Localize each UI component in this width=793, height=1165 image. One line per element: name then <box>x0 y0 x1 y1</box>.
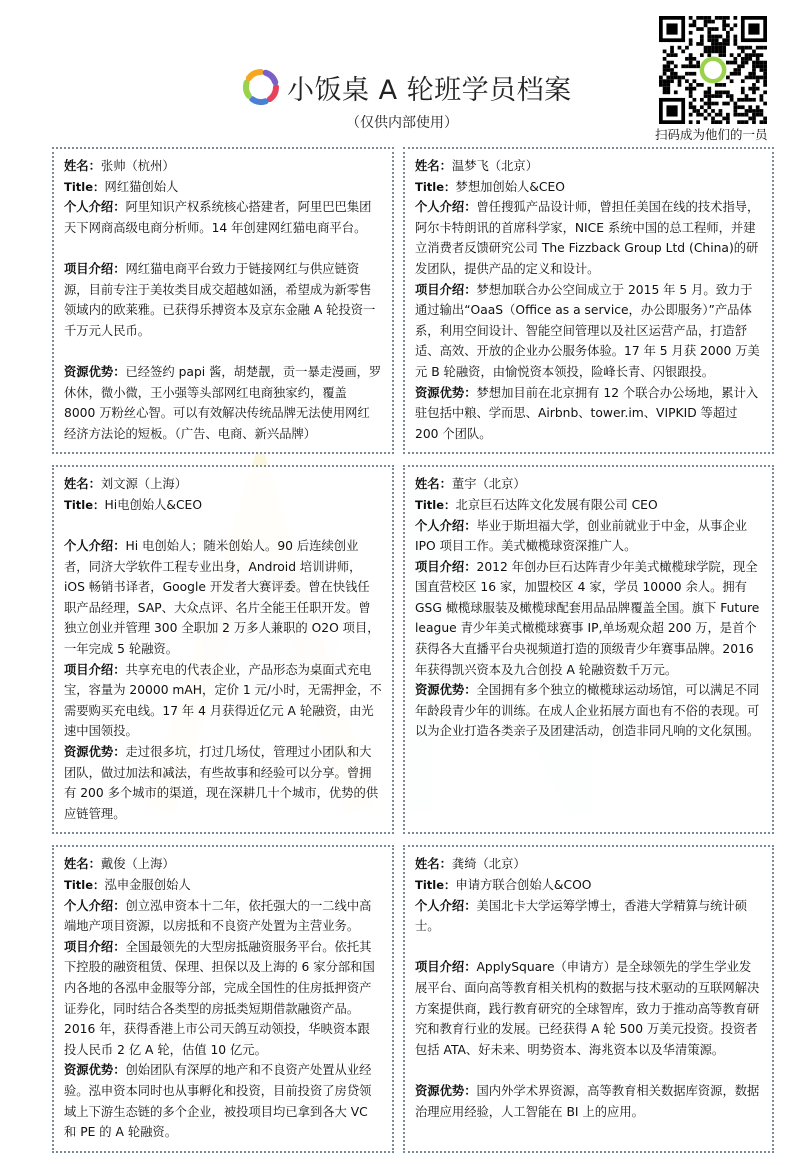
profile-resources <box>415 680 762 742</box>
resources-value: 创始团队有深厚的地产和不良资产处置从业经验。泓申资本同时也从事孵化和投资，目前投资了房贷领域上下游生态链的多个企业，被投项目均已拿到各大 VC 和 PE 的 A 轮融资。 <box>64 1063 372 1140</box>
logo-arc <box>249 72 261 78</box>
profile-title <box>64 875 382 896</box>
profile-grid <box>52 147 774 1165</box>
logo-arc <box>266 73 276 83</box>
bio-label: 个人介绍： <box>64 200 126 215</box>
profile-resources <box>415 383 762 445</box>
title-label: Title： <box>64 497 105 512</box>
profile-bio <box>415 197 762 279</box>
profile-name <box>64 854 382 875</box>
profile-title <box>64 177 382 198</box>
qr-center-logo <box>702 59 724 81</box>
profile-card <box>52 147 394 454</box>
profile-bio <box>64 197 382 238</box>
profile-title <box>64 495 382 516</box>
resources-value: 走过很多坑，打过几场仗，管理过小团队和大团队，做过加法和减法，有些故事和经验可以分享。曾拥有 200 多个城市的渠道，现在深耕几十个城市，优势的供应链管理。 <box>64 745 379 821</box>
logo-arc <box>270 87 276 99</box>
page-title: 小饭桌 A 轮班学员档案 <box>287 75 572 106</box>
resources-label: 资源优势： <box>415 385 477 400</box>
name-value: 戴俊（上海） <box>100 857 175 872</box>
name-label: 姓名： <box>415 159 452 173</box>
logo-arc <box>252 99 265 102</box>
resources-label: 资源优势： <box>415 683 477 698</box>
project-label: 项目介绍： <box>415 559 477 574</box>
name-label: 姓名： <box>415 477 452 492</box>
profile-project <box>415 557 762 681</box>
name-value: 董宇（北京） <box>451 477 526 492</box>
resources-value: 全国拥有多个独立的橄榄球运动场馆，可以满足不同年龄段青少年的训练。在成人企业拓展方面也有不俗的表现。可以为企业打造各类亲子及团建活动，创造非同凡响的文化氛围。 <box>415 683 760 739</box>
profile-title <box>415 177 762 198</box>
title-label: Title： <box>64 179 105 194</box>
bio-label: 个人介绍： <box>64 898 126 913</box>
project-value: 网红猫电商平台致力于链接网红与供应链资源，目前专注于美妆类目成交超越如涵，希望成为新零售领域内的欧莱雅。已获得乐搏资本及京东金融 A 轮投资一千万元人民币。 <box>64 261 376 338</box>
name-label: 姓名： <box>415 857 452 872</box>
title-label: Title： <box>415 179 456 194</box>
resources-label: 资源优势： <box>64 1063 126 1078</box>
profile-bio <box>64 896 382 937</box>
profile-project <box>415 957 762 1060</box>
resources-value: 已经签约 papi 酱，胡楚靓，贡一暴走漫画，罗休休，微小微，王小强等头部网红电商独家约，覆盖 8000 万粉丝心智。可以有效解决传统品牌无法使用网红经济方法论的短板。（广告、电商、新兴品牌） <box>64 364 382 441</box>
qr-caption: 扫码成为他们的一员 <box>655 127 768 142</box>
qr-finder <box>666 23 677 34</box>
bio-value: 美国北卡大学运筹学博士，香港大学精算与统计硕士。 <box>415 898 748 934</box>
bio-value: 创立泓申资本十二年，依托强大的一二线中高端地产项目资源，以房抵和不良资产处置为主营业务。 <box>64 898 372 934</box>
resources-label: 资源优势： <box>415 1083 477 1098</box>
resources-label: 资源优势： <box>64 364 126 379</box>
profile-project <box>64 937 382 1061</box>
name-label: 姓名： <box>64 159 101 173</box>
profile-bio <box>64 536 382 660</box>
bio-value: 阿里知识产权系统核心搭建者，阿里巴巴集团天下网商高级电商分析师。14 年创建网红猫电商平台。 <box>64 200 372 235</box>
project-value: 全国最领先的大型房抵融资服务平台。依托其下控股的融资租赁、保理、担保以及上海的 6 家分部和国内各地的各泓申金服等分部，完成全国性的住房抵押资产证券化，同时结合各类型的房抵类短期借款融资产品。2016 年，获得香港上市公司天鸽互动领投，华映资本跟投人民币 2 亿 A 轮，估值 10 亿元。 <box>64 939 375 1057</box>
project-label: 项目介绍： <box>64 939 126 954</box>
profile-title <box>415 875 762 896</box>
name-value: 张帅（杭州） <box>100 159 175 173</box>
name-value: 龚绮（北京） <box>451 857 526 872</box>
profile-card <box>403 147 774 454</box>
profile-bio <box>415 896 762 937</box>
profile-bio <box>415 516 762 557</box>
bio-value: 毕业于斯坦福大学，创业前就业于中金，从事企业 IPO 项目工作。美式橄榄球资深推广人。 <box>415 518 748 554</box>
title-label: Title： <box>415 878 456 892</box>
profile-resources <box>64 1060 382 1142</box>
page-subtitle: （仅供内部使用） <box>346 115 458 131</box>
title-value: 北京巨石达阵文化发展有限公司 CEO <box>455 497 658 512</box>
profile-title <box>415 495 762 516</box>
name-label: 姓名： <box>64 857 101 872</box>
profile-resources <box>415 1081 762 1122</box>
profile-resources <box>64 362 382 444</box>
title-value: 申请方联合创始人&COO <box>455 878 592 892</box>
profile-name <box>415 854 762 875</box>
document-header <box>0 0 793 147</box>
profile-card <box>52 845 394 1152</box>
title-label: Title： <box>64 878 105 892</box>
logo-arc <box>246 82 249 95</box>
title-value: 泓申金服创始人 <box>104 878 191 892</box>
project-label: 项目介绍： <box>415 282 477 297</box>
name-value: 温梦飞（北京） <box>451 159 538 173</box>
title-value: Hi电创始人&CEO <box>104 497 203 512</box>
resources-value: 梦想加目前在北京拥有 12 个联合办公场地，累计入驻包括中粮、学而思、Airbnb、tower.im、VIPKID 等超过 200 个团队。 <box>415 385 759 441</box>
bio-label: 个人介绍： <box>64 539 126 554</box>
project-label: 项目介绍： <box>415 960 477 975</box>
resources-label: 资源优势： <box>64 745 126 760</box>
bio-value: 曾任搜狐产品设计师，曾担任美国在线的技术指导，阿尔卡特朗讯的首席科学家，NICE 系统中国的总工程师，并建立消费者反馈研究公司 The Fizzback Group Ltd (China)的研发团队，提供产品的定义和设计。 <box>415 200 760 276</box>
title-value: 梦想加创始人&CEO <box>455 179 565 194</box>
profile-card <box>403 845 774 1152</box>
project-label: 项目介绍： <box>64 261 126 276</box>
project-value: 共享充电的代表企业，产品形态为桌面式充电宝，容量为 20000 mAH，定价 1 元/小时，无需押金，不需要购买充电线。17 年 4 月获得近亿元 A 轮融资，由光速中国领投。 <box>64 662 382 739</box>
xiaofanzhuo-logo <box>240 66 282 108</box>
bio-label: 个人介绍： <box>415 898 477 913</box>
profile-card <box>52 465 394 834</box>
bio-value: Hi 电创始人；随米创始人。90 后连续创业者，同济大学软件工程专业出身，Android 培训讲师，iOS 畅销书译者，Google 开发者大赛评委。曾在快钱任职产品经理，SAP、大众点评、名片全能王任职开发。曾独立创业并管理 300 全职加 2 万多人兼职的 O2O 项目，一年完成 5 轮融资。 <box>64 539 380 657</box>
qr-code[interactable] <box>659 16 767 124</box>
resources-value: 国内外学术界资源，高等教育相关数据库资源，数据治理应用经验，人工智能在 BI 上的应用。 <box>415 1083 760 1119</box>
qr-finder <box>748 23 759 34</box>
project-label: 项目介绍： <box>64 662 126 677</box>
profile-name <box>415 156 762 177</box>
project-value: ApplySquare（申请方）是全球领先的学生学业发展平台、面向高等教育相关机构的数据与技术驱动的互联网解决方案提供商，践行教育研究的全球智库，致力于推动高等教育研究和教育行业的发展。已经获得 A 轮 500 万美元投资。投资者包括 ATA、好未来、明势资本、海兆资本以及华清策源。 <box>415 960 760 1057</box>
project-value: 梦想加联合办公空间成立于 2015 年 5 月。致力于通过输出“OaaS（Office as a service，办公即服务）”产品体系，利用空间设计、智能空间管理以及社区运营产品，打造舒适、高效、开放的企业办公服务体验。17 年 5 月获 2000 万美元 B 轮融资，由愉悦资本领投，险峰长青、闪银跟投。 <box>415 282 760 379</box>
profile-project <box>64 259 382 341</box>
profile-card <box>403 465 774 834</box>
name-label: 姓名： <box>64 477 101 492</box>
profile-project <box>415 280 762 383</box>
profile-name <box>415 474 762 495</box>
project-value: 2012 年创办巨石达阵青少年美式橄榄球学院，现全国直营校区 16 家，加盟校区 4 家，学员 10000 余人。拥有 GSG 橄榄球服装及橄榄球配套用品品牌覆盖全国。旗下 Future league 青少年美式橄榄球赛事 IP,单场观众超 200 万，是首个获得各大直播平台央视频道打造的顶级青少年赛事品牌。2016 年获得凯兴资本及九合创投 A 轮融资数千万元。 <box>415 559 760 677</box>
bio-label: 个人介绍： <box>415 200 477 215</box>
profile-resources <box>64 742 382 824</box>
name-value: 刘文源（上海） <box>100 477 187 492</box>
qr-finder <box>666 105 677 116</box>
profile-name <box>64 474 382 495</box>
profile-name <box>64 156 382 177</box>
title-label: Title： <box>415 497 456 512</box>
profile-project <box>64 660 382 742</box>
title-value: 网红猫创始人 <box>104 179 179 194</box>
bio-label: 个人介绍： <box>415 518 477 533</box>
